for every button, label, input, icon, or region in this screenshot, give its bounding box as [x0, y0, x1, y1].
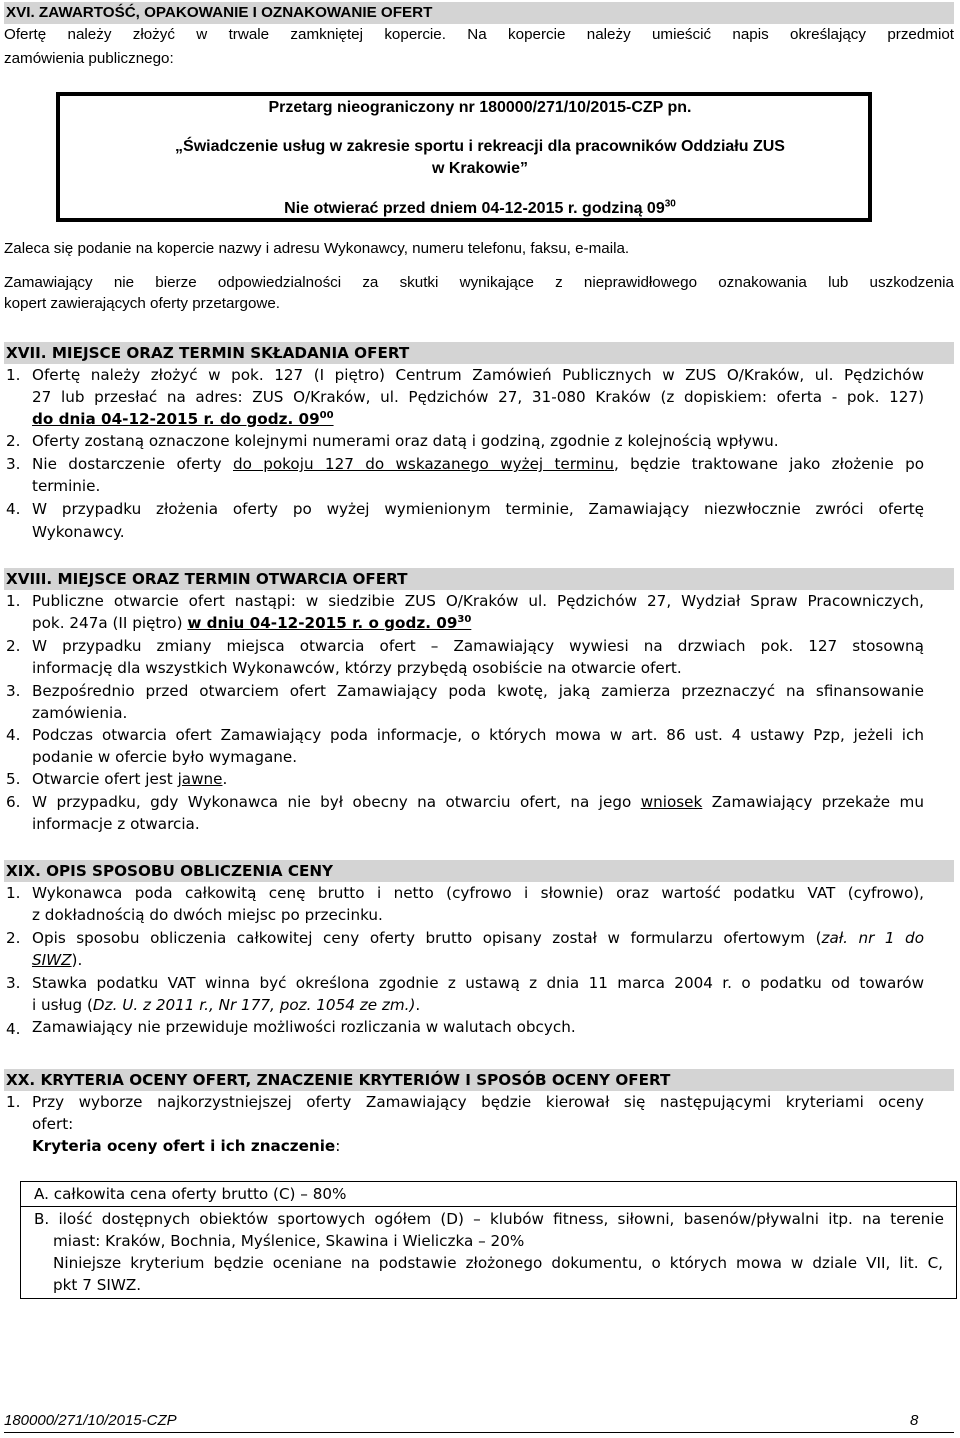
section-xx-heading: XX. KRYTERIA OCENY OFERT, ZNACZENIE KRYTERIÓW I SPOSÓB OCENY OFERT: [4, 1069, 954, 1091]
s17-item2-line1: Oferty zostaną oznaczone kolejnymi numerami oraz datą i godziną, zgodnie z kolejnością wpływu.: [32, 432, 779, 450]
s18-item4-number: 4.: [6, 726, 21, 744]
s17-item4-line1: W przypadku złożenia oferty po wyżej wymienionym terminie, Zamawiający niezwłocznie zwróci ofertę: [32, 500, 924, 518]
s18-item2-line1: W przypadku zmiany miejsca otwarcia ofert – Zamawiający wywiesi na drzwiach pok. 127 stosowną: [32, 637, 924, 655]
s18-item3-line1: Bezpośrednio przed otwarciem ofert Zamawiający poda kwotę, jaką zamierza przeznaczyć na sfinansowanie: [32, 682, 924, 700]
envelope-title-line2: w Krakowie”: [431, 160, 529, 177]
s18-item3-line2: zamówienia.: [32, 704, 128, 722]
criterion-b-line1: B. ilość dostępnych obiektów sportowych ogółem (D) – klubów fitness, siłowni, basenów/pływalni itp. na terenie: [34, 1210, 944, 1228]
s20-item1-line1: Przy wyborze najkorzystniejszej oferty Zamawiający będzie kierował się następującymi kryteriami oceny: [32, 1093, 924, 1111]
s18-item6-text-a: W przypadku, gdy Wykonawca nie był obecny na otwarciu ofert, na jego: [32, 793, 641, 811]
s19-item4-line1: Zamawiający nie przewiduje możliwości rozliczania w walutach obcych.: [32, 1018, 576, 1036]
footer-rule: [4, 1432, 954, 1433]
envelope-do-not-open: [0, 200, 960, 218]
s19-item2-line1: [32, 929, 924, 947]
s18-item1-line2: [32, 614, 924, 632]
s17-item1-line2: 27 lub przesłać na adres: ZUS O/Kraków, ul. Pędzichów 27, 31-080 Kraków (z dopiskiem: oferta - pok. 127): [32, 388, 924, 406]
s18-item5-line1: [32, 770, 924, 788]
criteria-table-divider: [20, 1206, 957, 1207]
section-xix-heading: XIX. OPIS SPOSOBU OBLICZENIA CENY: [4, 860, 954, 882]
s19-item3-line2: [32, 996, 924, 1014]
s19-item3-citation: Dz. U. z 2011 r., Nr 177, poz. 1054 ze zm.): [92, 996, 416, 1014]
s19-item2-number: 2.: [6, 929, 21, 947]
s17-item1-number: 1.: [6, 366, 21, 384]
s18-item1-line1: Publiczne otwarcie ofert nastąpi: w siedzibie ZUS O/Kraków ul. Pędzichów 27, Wydział Spraw Pracowniczych,: [32, 592, 924, 610]
section-xviii-heading: XVIII. MIEJSCE ORAZ TERMIN OTWARCIA OFERT: [4, 568, 954, 590]
s19-item2-text: Opis sposobu obliczenia całkowitej ceny oferty brutto opisany został w formularzu ofertowym (: [32, 929, 822, 947]
s17-item2-number: 2.: [6, 432, 21, 450]
s18-item6-line2: informacje z otwarcia.: [32, 815, 200, 833]
s18-item2-line2: informację dla wszystkich Wykonawców, którzy przybędą osobiście na otwarcie ofert.: [32, 659, 682, 677]
s18-item1-date-text: w dniu 04-12-2015 r. o godz. 09: [187, 614, 458, 632]
s17-item4-line2: Wykonawcy.: [32, 523, 125, 541]
s18-item1-room: pok. 247a (II piętro): [32, 614, 188, 632]
s16-paragraph1: Zaleca się podanie na kopercie nazwy i adresu Wykonawcy, numeru telefonu, faksu, e-maila.: [4, 240, 630, 257]
s18-item6-text-b: Zamawiający przekaże mu: [702, 793, 924, 811]
s17-item3-line1: [32, 455, 924, 473]
s19-item2-close: ).: [71, 951, 83, 969]
s17-item3-text-b: , będzie traktowane jako złożenie po: [614, 455, 925, 473]
envelope-tender-number: Przetarg nieograniczony nr 180000/271/10/2015-CZP pn.: [268, 99, 692, 116]
s19-item1-number: 1.: [6, 884, 21, 902]
s18-item5-number: 5.: [6, 770, 21, 788]
s19-item3-text: i usług (: [32, 996, 93, 1014]
s16-intro-line2: zamówienia publicznego:: [4, 50, 174, 67]
s16-paragraph2-line2: kopert zawierających oferty przetargowe.: [4, 295, 281, 312]
do-not-open-text: Nie otwierać przed dniem 04-12-2015 r. godziną 09: [284, 200, 665, 217]
s16-intro-line1: Ofertę należy złożyć w trwale zamkniętej kopercie. Na kopercie należy umieścić napis określający przedmiot: [4, 26, 954, 43]
criteria-title-text: Kryteria oceny ofert i ich znaczenie: [32, 1137, 336, 1155]
s18-item5-text: Otwarcie ofert jest: [32, 770, 178, 788]
s17-item3-number: 3.: [6, 455, 21, 473]
do-not-open-minutes: 30: [664, 198, 676, 210]
s19-item2-italic: zał. nr 1 do: [821, 929, 924, 947]
criterion-a: A. całkowita cena oferty brutto (C) – 80%: [34, 1185, 347, 1203]
s17-item1-deadline: [32, 410, 924, 428]
s18-item1-date-minutes: 30: [457, 613, 472, 625]
criterion-b-line4: pkt 7 SIWZ.: [53, 1276, 142, 1294]
s18-item3-number: 3.: [6, 682, 21, 700]
s16-paragraph2-line1: Zamawiający nie bierze odpowiedzialności za skutki wynikające z nieprawidłowego oznakowania lub uszkodzenia: [4, 274, 954, 291]
s18-item2-number: 2.: [6, 637, 21, 655]
s19-item2-line2: [32, 951, 924, 969]
s20-item1-number: 1.: [6, 1093, 21, 1111]
s19-item1-line1: Wykonawca poda całkowitą cenę brutto i netto (cyfrowo i słownie) oraz wartość podatku VAT (cyfrowo),: [32, 884, 924, 902]
deadline-text: do dnia 04-12-2015 r. do godz. 09: [32, 410, 320, 428]
footer-page-number: 8: [910, 1412, 919, 1429]
s18-item6-line1: [32, 793, 924, 811]
section-xvii-heading: XVII. MIEJSCE ORAZ TERMIN SKŁADANIA OFERT: [4, 342, 954, 364]
s18-item4-line1: Podczas otwarcia ofert Zamawiający poda informacje, o których mowa w art. 86 ust. 4 ustawy Pzp, jeżeli ich: [32, 726, 924, 744]
s17-item3-text-a: Nie dostarczenie oferty: [32, 455, 233, 473]
s19-item3-period: .: [415, 996, 421, 1014]
s18-item4-line2: podanie w ofercie było wymagane.: [32, 748, 298, 766]
s18-item5-period: .: [222, 770, 228, 788]
criterion-b-line2: miast: Kraków, Bochnia, Myślenice, Skawina i Wieliczka – 20%: [53, 1232, 525, 1250]
s19-item4-number: 4.: [6, 1020, 21, 1038]
page-footer: [0, 1410, 960, 1438]
s18-item6-number: 6.: [6, 793, 21, 811]
criteria-title: [32, 1137, 924, 1155]
s18-item1-date: [187, 614, 471, 632]
section-xvi-heading: XVI. ZAWARTOŚĆ, OPAKOWANIE I OZNAKOWANIE OFERT: [4, 2, 954, 24]
criterion-b-line3: Niniejsze kryterium będzie oceniane na podstawie złożonego dokumentu, o których mowa w dziale VII, lit. C,: [53, 1254, 943, 1272]
s19-item2-siwz: SIWZ: [32, 951, 72, 969]
s18-item6-underlined: wniosek: [640, 793, 703, 811]
s19-item1-line2: z dokładnością do dwóch miejsc po przecinku.: [32, 906, 383, 924]
s20-item1-line2: ofert:: [32, 1115, 74, 1133]
s17-item4-number: 4.: [6, 500, 21, 518]
s19-item3-number: 3.: [6, 974, 21, 992]
footer-reference: 180000/271/10/2015-CZP: [4, 1412, 177, 1429]
s18-item5-underlined: jawne: [177, 770, 223, 788]
s17-item3-underlined: do pokoju 127 do wskazanego wyżej terminu: [232, 455, 615, 473]
criteria-title-colon: :: [335, 1137, 341, 1155]
s19-item3-line1: Stawka podatku VAT winna być określona zgodnie z ustawą z dnia 11 marca 2004 r. o podatku od towarów: [32, 974, 924, 992]
s18-item1-number: 1.: [6, 592, 21, 610]
s17-item1-line1: Ofertę należy złożyć w pok. 127 (I piętro) Centrum Zamówień Publicznych w ZUS O/Kraków, ul. Pędzichów: [32, 366, 924, 384]
s17-item3-line2: terminie.: [32, 477, 101, 495]
deadline-minutes: 00: [319, 409, 334, 421]
envelope-title-line1: „Świadczenie usług w zakresie sportu i rekreacji dla pracowników Oddziału ZUS: [175, 138, 785, 155]
